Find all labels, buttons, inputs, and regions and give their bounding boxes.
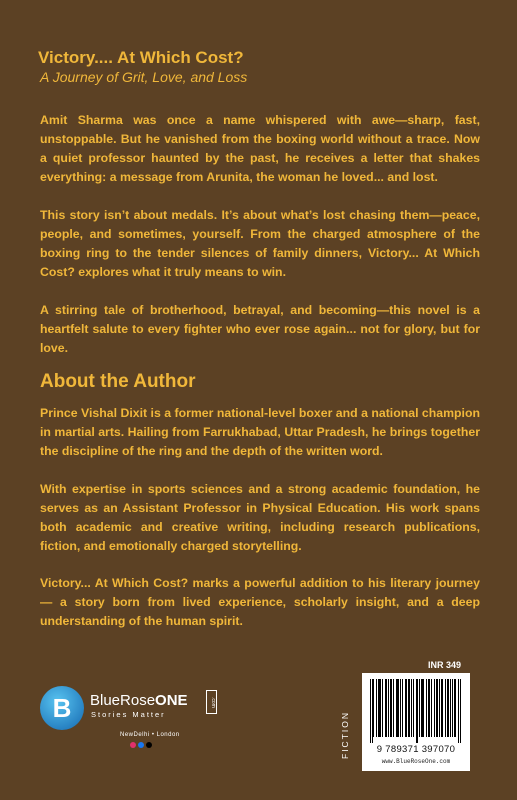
barcode-bar	[448, 679, 449, 737]
publisher-block	[40, 686, 280, 758]
author-bio-paragraph: Prince Vishal Dixit is a former national-level boxer and a national champion in martial arts. Hailing from Farrukhabad, Uttar Pradesh, he brings together the discipline of the ring and the depth of the written word.	[40, 406, 480, 458]
social-icons	[130, 742, 152, 748]
barcode-bar	[447, 679, 448, 737]
barcode-bar	[378, 679, 379, 737]
barcode-bar	[398, 679, 399, 737]
genre-label: FICTION	[340, 711, 350, 759]
book-title: Victory.... At Which Cost?	[38, 48, 244, 67]
barcode-bar	[416, 679, 417, 743]
publisher-cities: NewDelhi • London	[120, 732, 180, 738]
barcode-bar	[413, 679, 414, 737]
barcode-bar	[382, 679, 383, 737]
barcode-bar	[437, 679, 438, 737]
barcode-bar	[400, 679, 401, 737]
barcode-bar	[396, 679, 397, 737]
barcode-bar	[429, 679, 430, 737]
barcode-bar	[372, 679, 373, 743]
publisher-logo-icon: B	[40, 686, 84, 730]
barcode-bar	[419, 679, 420, 737]
barcode-bar	[421, 679, 422, 737]
barcode-bar	[428, 679, 429, 737]
synopsis-paragraph: Amit Sharma was once a name whispered with awe—sharp, fast, unstoppable. But he vanished from the boxing world without a trace. Now a quiet professor haunted by the past, he receives a letter that shakes everything: a message from Arunita, the woman he loved... and lost.	[40, 113, 480, 184]
barcode-bar	[402, 679, 403, 737]
barcode-bar	[393, 679, 394, 737]
publisher-tagline: Stories Matter	[91, 710, 166, 719]
barcode-bar	[436, 679, 437, 737]
barcode-graphic	[362, 673, 470, 745]
barcode-bar	[373, 679, 374, 737]
barcode-bar	[388, 679, 389, 737]
barcode-bar	[406, 679, 407, 737]
barcode-bar	[445, 679, 446, 737]
barcode-bar	[409, 679, 410, 737]
synopsis-paragraph: A stirring tale of brotherhood, betrayal, and becoming—this novel is a heartfelt salute to every fighter who ever rose again... not for glory, but for love.	[40, 303, 480, 355]
barcode-bar	[405, 679, 406, 737]
facebook-icon	[138, 742, 144, 748]
barcode-bar	[434, 679, 435, 737]
publisher-badge: .com	[206, 690, 217, 714]
barcode-bar	[452, 679, 453, 737]
publisher-name: BlueRoseONE	[90, 692, 188, 709]
barcode-bar	[431, 679, 432, 737]
author-bio-paragraph: With expertise in sports sciences and a strong academic foundation, he serves as an Assistant Professor in Physical Education. His work spans both academic and creative writing, including research publications, fiction, and emotionally charged storytelling.	[40, 482, 480, 553]
author-bio-paragraph: Victory... At Which Cost? marks a powerful addition to his literary journey — a story born from lived experience, scholarly insight, and a deep understanding of the human spirit.	[40, 576, 480, 628]
about-author-heading: About the Author	[40, 371, 196, 392]
barcode-bar	[454, 679, 455, 737]
publisher-website: www.BlueRoseOne.com	[381, 758, 451, 765]
barcode-bar	[441, 679, 442, 737]
price-label: INR 349	[428, 660, 462, 670]
barcode-bar	[370, 679, 371, 743]
barcode-bar	[450, 679, 451, 737]
barcode-bar	[385, 679, 386, 737]
barcode-bar	[386, 679, 387, 737]
barcode-bar	[439, 679, 440, 737]
barcode-bar	[460, 679, 461, 743]
barcode-bar	[379, 679, 380, 737]
barcode-bar	[422, 679, 423, 737]
barcode-bar	[458, 679, 459, 743]
instagram-icon	[130, 742, 136, 748]
barcode-bar	[376, 679, 377, 737]
isbn-barcode	[362, 673, 470, 771]
x-icon	[146, 742, 152, 748]
synopsis-paragraph: This story isn’t about medals. It’s about what’s lost chasing them—peace, people, and sometimes, yourself. From the charged atmosphere of the boxing ring to the tender silences of family dinners, Victory... At Which Cost? explores what it truly means to win.	[40, 208, 480, 279]
barcode-bar	[397, 679, 398, 737]
barcode-bar	[380, 679, 381, 737]
isbn-number: 9 789371 397070	[376, 744, 456, 755]
barcode-bar	[426, 679, 427, 737]
barcode-bar	[417, 679, 418, 743]
barcode-bar	[442, 679, 443, 737]
barcode-bar	[411, 679, 412, 737]
barcode-bar	[423, 679, 424, 737]
barcode-bar	[408, 679, 409, 737]
barcode-bar	[455, 679, 456, 737]
barcode-bar	[391, 679, 392, 737]
book-subtitle: A Journey of Grit, Love, and Loss	[40, 69, 248, 85]
barcode-bar	[390, 679, 391, 737]
